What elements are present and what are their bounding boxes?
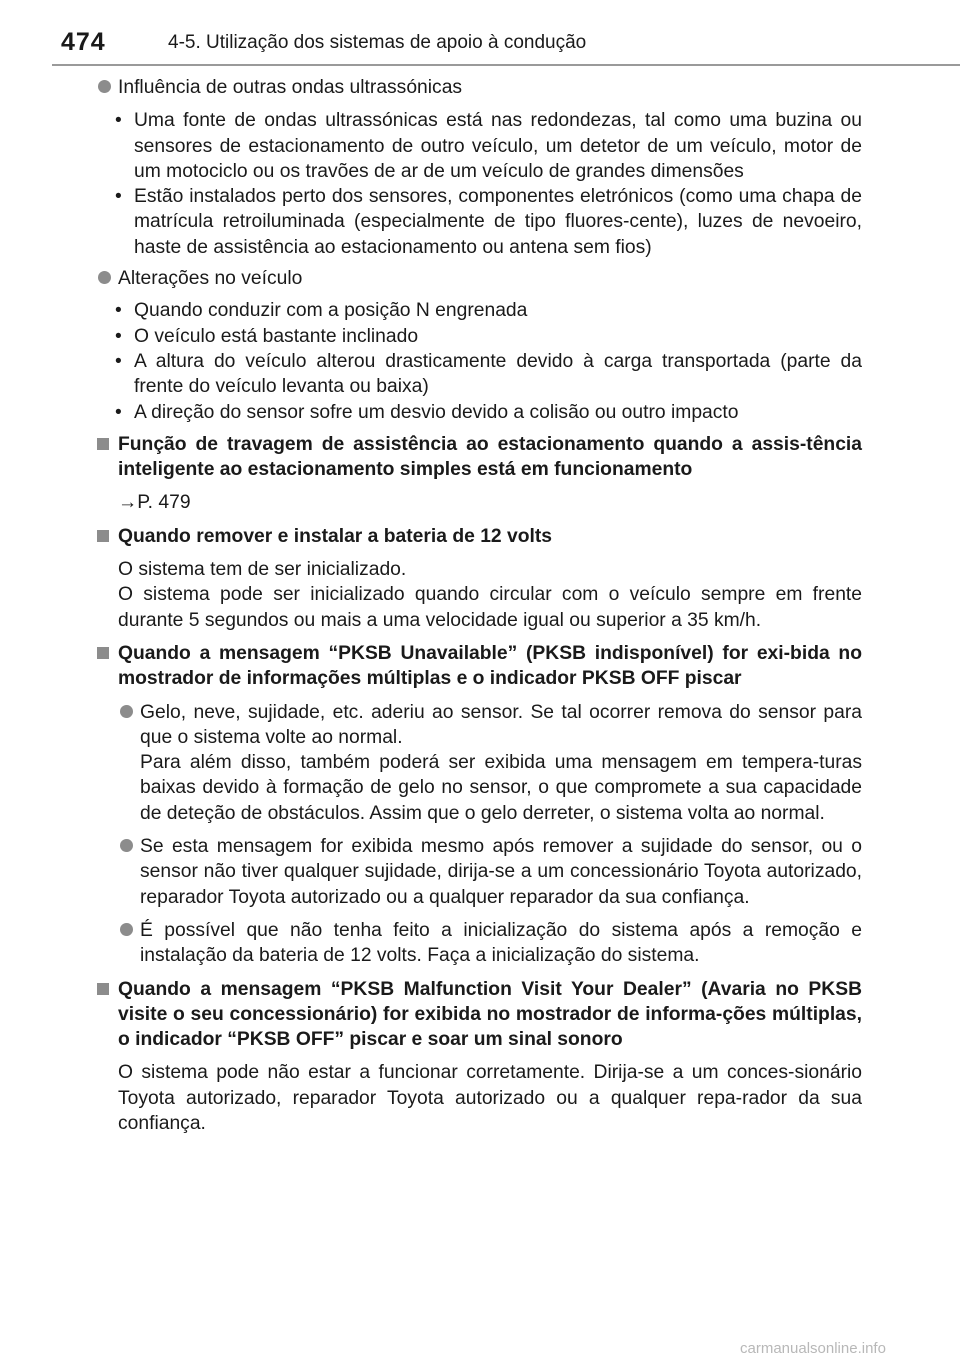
header-rule (52, 64, 960, 66)
bullet-dot-icon: • (115, 401, 122, 423)
circle-heading-ultrasonic: Influência de outras ondas ultrassónicas (96, 75, 862, 100)
paragraph: O sistema pode ser inicializado quando circular com o veículo sempre em frente durante 5 segundos ou mais a uma velocidade igual ou superior a 35 km/h. (118, 584, 862, 631)
section-heading-unavailable: Quando a mensagem “PKSB Unavailable” (PKSB indisponível) for exi-bida no mostrador de informações múltiplas e o indicador PKSB OFF piscar (96, 641, 862, 692)
list-item-continued: Para além disso, também poderá ser exibida uma mensagem em tempera-turas baixas devido à formação de gelo no sensor, o que compromete a sua capacidade de deteção de obstáculos. Assim que o gelo derreter, o sistema volta ao normal. (140, 752, 862, 824)
list-item: • Quando conduzir com a posição N engrenada (96, 298, 862, 323)
circle-heading-vehicle-changes: Alterações no veículo (96, 266, 862, 291)
bullet-dot-icon: • (115, 350, 122, 372)
circle-bullet-icon (120, 705, 133, 718)
list-item: • O veículo está bastante inclinado (96, 324, 862, 349)
bullet-dot-icon: • (115, 300, 122, 322)
list-item: • A direção do sensor sofre um desvio devido a colisão ou outro impacto (96, 400, 862, 425)
section-title: 4-5. Utilização dos sistemas de apoio à condução (168, 32, 587, 53)
watermark: carmanualsonline.info (740, 1340, 886, 1357)
bullet-dot-icon: • (115, 110, 122, 132)
section-heading-function: Função de travagem de assistência ao estacionamento quando a assis-tência inteligente ao estacionamento simples está em funcionamento (96, 432, 862, 483)
unavailable-items (96, 700, 862, 969)
section-heading-malfunction: Quando a mensagem “PKSB Malfunction Visit Your Dealer” (Avaria no PKSB visite o seu concessionário) for exibida no mostrador de informa-ções múltiplas, o indicador “PKSB OFF” piscar e soar um sinal sonoro (96, 977, 862, 1053)
bullet-dot-icon: • (115, 186, 122, 208)
square-bullet-icon (97, 647, 109, 659)
section-heading-battery: Quando remover e instalar a bateria de 12 volts (96, 524, 862, 549)
list-item: • Estão instalados perto dos sensores, componentes eletrónicos (como uma chapa de matrícula retroiluminada (especialmente de tipo fluores-cente), luzes de nevoeiro, haste de assistência ao estacionamento ou antena sem fios) (115, 186, 862, 258)
page-reference: →P. 479 (118, 492, 191, 514)
page-content (96, 75, 862, 1136)
list-item: • Uma fonte de ondas ultrassónicas está nas redondezas, tal como uma buzina ou sensores de estacionamento de outro veículo, um detetor de um veículo, motor de um motociclo ou os travões de ar de um veículo de grandes dimensões (115, 110, 862, 182)
square-bullet-icon (97, 983, 109, 995)
list-item: É possível que não tenha feito a inicialização do sistema após a remoção e instalação da bateria de 12 volts. Faça a inicialização do sistema. (118, 918, 862, 969)
list-item: Se esta mensagem for exibida mesmo após remover a sujidade do sensor, ou o sensor não tiver qualquer sujidade, dirija-se a um concessionário Toyota autorizado, reparador Toyota autorizado ou a qualquer reparador da sua confiança. (118, 834, 862, 910)
square-bullet-icon (97, 438, 109, 450)
page-number: 474 (61, 28, 106, 56)
circle-bullet-icon (98, 80, 111, 93)
circle-bullet-icon (98, 271, 111, 284)
page-header (0, 0, 960, 66)
circle-bullet-icon (120, 839, 133, 852)
paragraph: O sistema tem de ser inicializado. (118, 559, 407, 581)
list-item: • A altura do veículo alterou drasticamente devido à carga transportada (parte da frente do veículo levanta ou baixa) (115, 350, 862, 398)
square-bullet-icon (97, 530, 109, 542)
bullet-dot-icon: • (115, 325, 122, 347)
paragraph: O sistema pode não estar a funcionar corretamente. Dirija-se a um conces-sionário Toyota autorizado, reparador Toyota autorizado ou a qualquer repa-rador da sua confiança. (118, 1062, 862, 1134)
list-item: Gelo, neve, sujidade, etc. aderiu ao sensor. Se tal ocorrer remova do sensor para que o sistema volte ao normal. (118, 700, 862, 751)
circle-bullet-icon (120, 923, 133, 936)
